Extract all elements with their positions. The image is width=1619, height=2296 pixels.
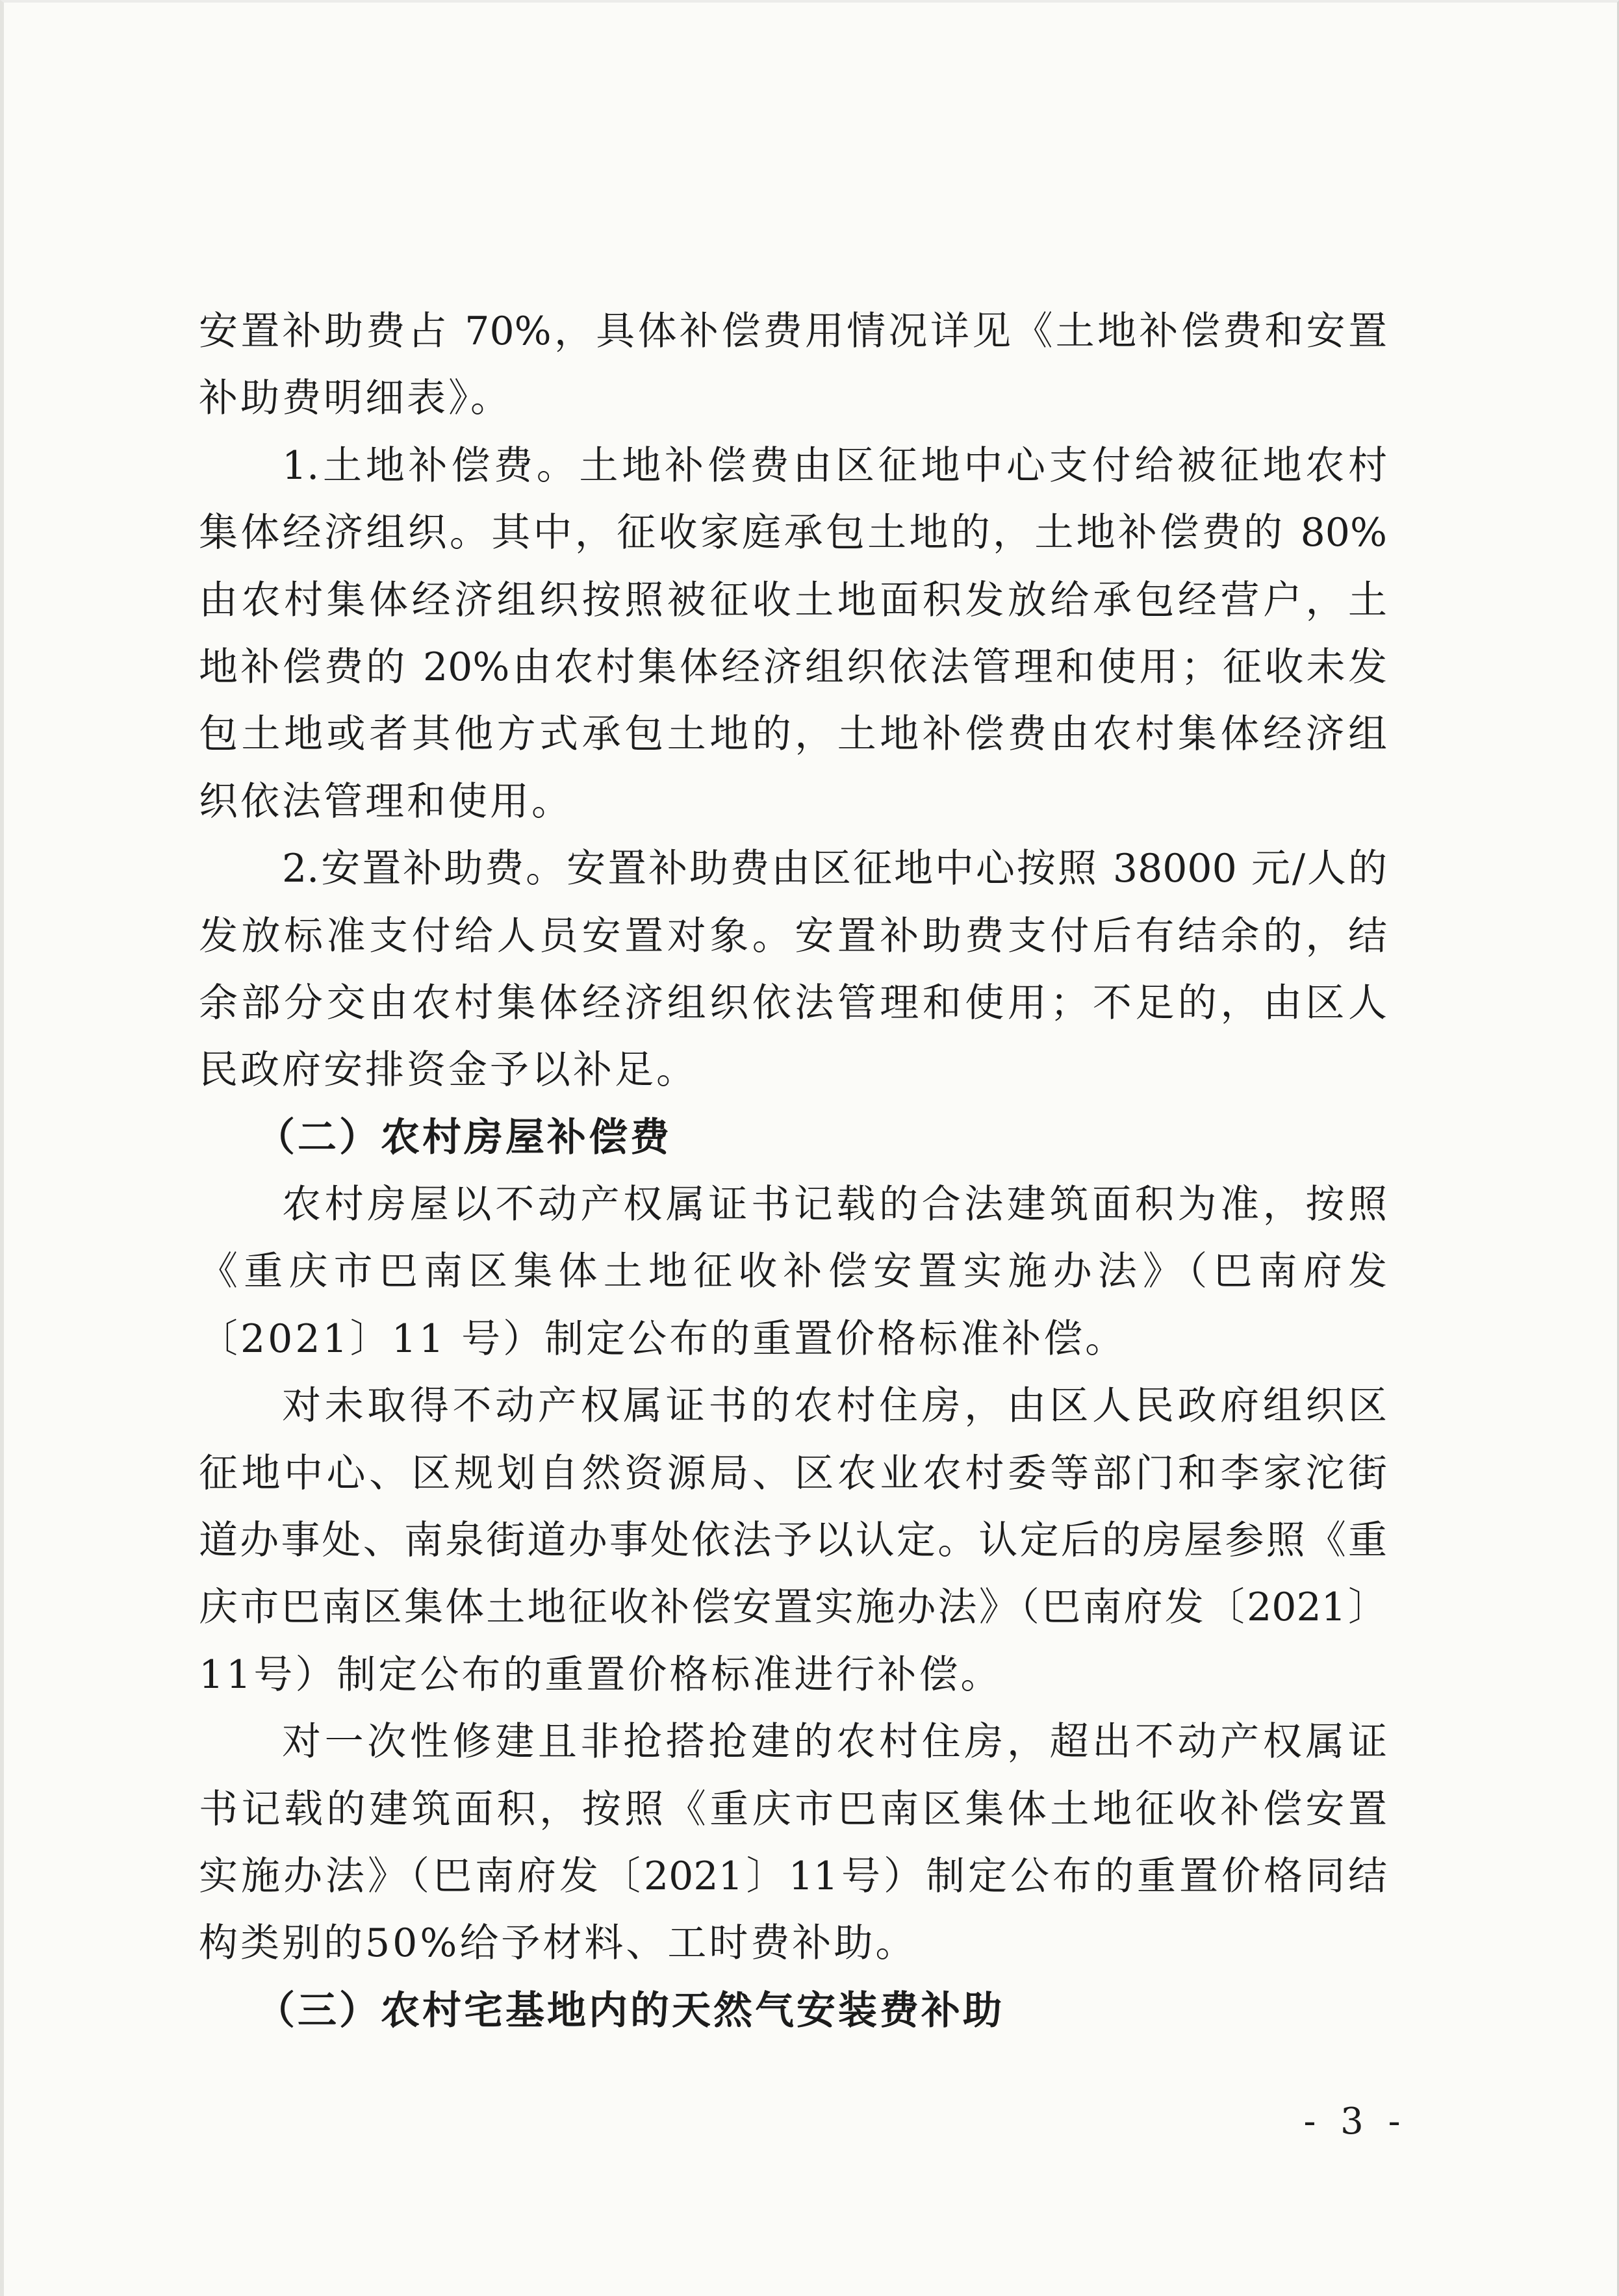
text-line: 织依法管理和使用。 xyxy=(199,778,573,824)
paragraph-start-line: 对一次性修建且非抢搭抢建的农村住房，超出不动产权属证 xyxy=(282,1719,1387,1765)
text-line: 〔2021〕11 号）制定公布的重置价格标准补偿。 xyxy=(199,1316,1127,1362)
paragraph-start-line: 1.土地补偿费。土地补偿费由区征地中心支付给被征地农村 xyxy=(282,442,1387,489)
text-line: 书记载的建筑面积，按照《重庆市巴南区集体土地征收补偿安置 xyxy=(199,1786,1387,1832)
page-number: - 3 - xyxy=(1303,2100,1407,2143)
paragraph-start-line: 对未取得不动产权属证书的农村住房，由区人民政府组织区 xyxy=(282,1383,1387,1429)
paragraph-start-line: 2.安置补助费。安置补助费由区征地中心按照 38000 元/人的 xyxy=(282,846,1387,892)
text-line: 实施办法》（巴南府发〔2021〕11号）制定公布的重置价格同结 xyxy=(199,1853,1387,1899)
text-line: 民政府安排资金予以补足。 xyxy=(199,1047,698,1093)
text-line: 集体经济组织。其中，征收家庭承包土地的，土地补偿费的 80% xyxy=(199,510,1387,556)
text-line: 构类别的50%给予材料、工时费补助。 xyxy=(199,1920,917,1967)
paragraph-start-line: 农村房屋以不动产权属证书记载的合法建筑面积为准，按照 xyxy=(282,1182,1387,1228)
text-line: 包土地或者其他方式承包土地的，土地补偿费由农村集体经济组 xyxy=(199,711,1387,758)
text-line: 《重庆市巴南区集体土地征收补偿安置实施办法》（巴南府发 xyxy=(199,1249,1387,1295)
text-line: 由农村集体经济组织按照被征收土地面积发放给承包经营户，土 xyxy=(199,577,1387,623)
section-heading: （三）农村宅基地内的天然气安装费补助 xyxy=(256,1987,1004,2034)
text-line: 安置补助费占 70%，具体补偿费用情况详见《土地补偿费和安置 xyxy=(199,309,1387,354)
text-line: 余部分交由农村集体经济组织依法管理和使用；不足的，由区人 xyxy=(199,980,1387,1026)
text-line: 11号）制定公布的重置价格标准进行补偿。 xyxy=(199,1652,1002,1698)
section-heading: （二）农村房屋补偿费 xyxy=(256,1114,672,1160)
text-line: 发放标准支付给人员安置对象。安置补助费支付后有结余的，结 xyxy=(199,913,1387,959)
text-line: 庆市巴南区集体土地征收补偿安置实施办法》（巴南府发〔2021〕 xyxy=(199,1585,1387,1631)
text-line: 道办事处、南泉街道办事处依法予以认定。认定后的房屋参照《重 xyxy=(199,1518,1387,1564)
text-line: 地补偿费的 20%由农村集体经济组织依法管理和使用；征收未发 xyxy=(199,644,1387,690)
text-line: 征地中心、区规划自然资源局、区农业农村委等部门和李家沱街 xyxy=(199,1450,1387,1496)
body-text xyxy=(199,298,1387,2045)
text-line: 补助费明细表》。 xyxy=(199,376,512,422)
